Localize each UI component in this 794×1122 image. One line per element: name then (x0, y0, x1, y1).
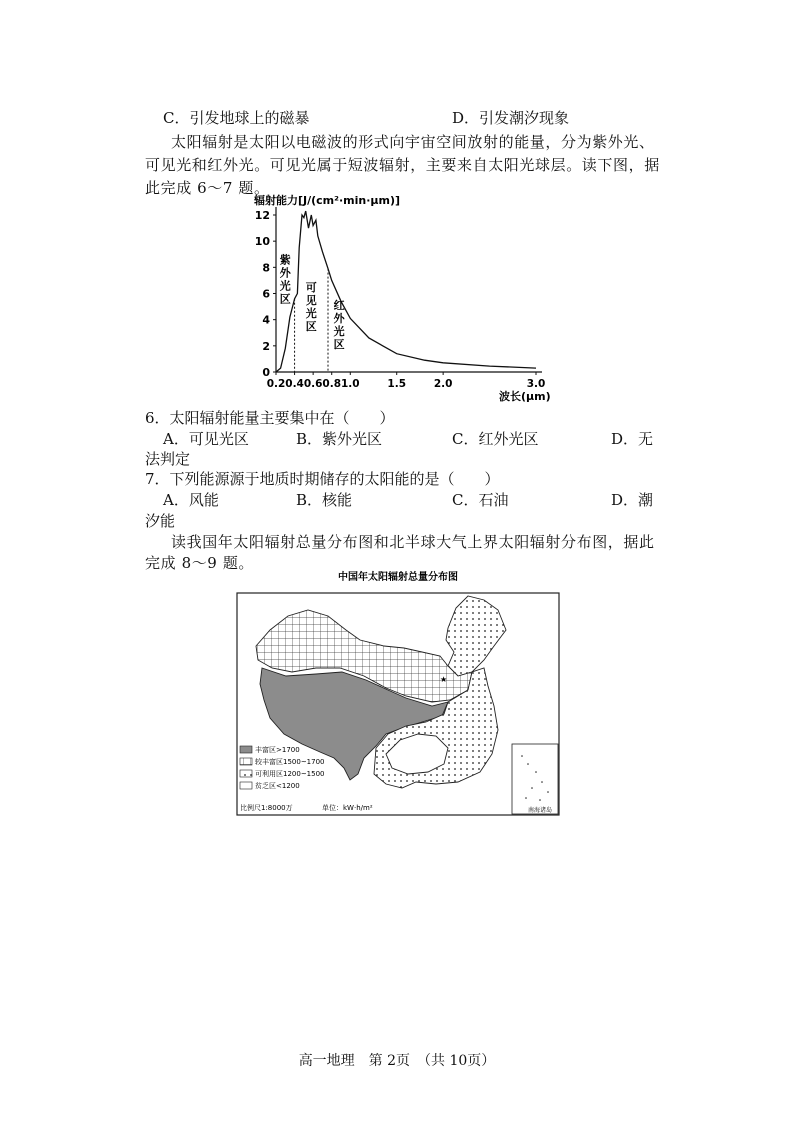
x-tick-label: 2.0 (433, 378, 453, 390)
y-tick-label: 2 (262, 339, 270, 353)
q6-option-d: D．无 (611, 430, 654, 448)
visible-region-label: 可 (305, 280, 317, 294)
uv-region-label: 光 (279, 279, 291, 293)
q6-option-b: B．紫外光区 (296, 430, 383, 448)
legend-swatch-poor (240, 782, 252, 789)
q7-stem: 7．下列能源源于地质时期储存的太阳能的是（ ） (145, 470, 500, 488)
legend-swatch-fairly-rich (240, 758, 252, 765)
legend-label-fairly-rich: 较丰富区1500~1700 (255, 758, 325, 766)
intro-paragraph-line: 此完成 6～7 题。 (145, 179, 270, 197)
x-tick-label: 0.6 (303, 378, 323, 390)
ir-region-label: 红 (333, 299, 345, 313)
q6-option-a: A．可见光区 (163, 430, 249, 448)
legend-label-poor: 贫乏区<1200 (255, 782, 300, 790)
y-axis-label: 辐射能力[J/(cm²·min·μm)] (254, 194, 400, 207)
china-solar-radiation-map (236, 568, 560, 816)
x-tick-label: 1.5 (387, 378, 407, 390)
visible-region-label: 见 (305, 293, 317, 307)
x-tick-label: 0.8 (322, 378, 342, 390)
ir-region-label: 光 (333, 325, 345, 339)
x-tick-label: 0.4 (285, 378, 304, 390)
uv-region-label: 外 (279, 266, 291, 280)
y-tick-label: 0 (262, 366, 270, 379)
visible-region-label: 区 (305, 319, 317, 333)
q5-option-c: C．引发地球上的磁暴 (163, 109, 310, 127)
y-tick-label: 10 (254, 235, 270, 249)
q7-option-b: B．核能 (296, 491, 353, 509)
q6-option-d-cont: 法判定 (145, 450, 191, 468)
visible-region-label: 光 (305, 306, 317, 320)
map-title: 中国年太阳辐射总量分布图 (338, 572, 458, 583)
legend-label-rich: 丰富区>1700 (255, 746, 300, 754)
x-tick-label: 3.0 (526, 378, 546, 390)
intro-paragraph-line: 太阳辐射是太阳以电磁波的形式向宇宙空间放射的能量，分为紫外光、 (171, 133, 655, 151)
uv-region-label: 紫 (279, 253, 291, 267)
inset-label: 南海诸岛 (527, 807, 552, 814)
solar-spectrum-chart (244, 190, 556, 412)
x-axis-label: 波长(μm) (499, 390, 551, 403)
map-scale: 比例尺1:8000万 (240, 804, 293, 812)
q7-option-c: C．石油 (452, 491, 509, 509)
q6-option-c: C．红外光区 (452, 430, 539, 448)
intro-paragraph-line: 可见光和红外光。可见光属于短波辐射，主要来自太阳光球层。读下图，据 (145, 156, 660, 174)
x-tick-label: 0.2 (266, 378, 286, 390)
y-tick-label: 12 (254, 209, 270, 222)
capital-star-icon: ★ (440, 675, 448, 684)
intro-paragraph-line: 完成 8～9 题。 (145, 554, 255, 572)
legend-swatch-usable (240, 770, 252, 777)
legend-swatch-rich (240, 746, 252, 753)
y-tick-label: 6 (262, 287, 270, 301)
legend-label-usable: 可利用区1200~1500 (255, 770, 325, 778)
q6-stem: 6．太阳辐射能量主要集中在（ ） (145, 409, 395, 427)
ir-region-label: 区 (333, 338, 345, 352)
y-tick-label: 8 (262, 261, 270, 275)
q7-option-d: D．潮 (611, 491, 654, 509)
x-tick-label: 1.0 (340, 378, 360, 390)
q7-option-a: A．风能 (163, 491, 219, 509)
y-tick-label: 4 (262, 313, 270, 327)
page-footer: 高一地理 第 2页 （共 10页） (298, 1053, 496, 1069)
q5-option-d: D．引发潮汐现象 (452, 109, 570, 127)
intro-paragraph-line: 读我国年太阳辐射总量分布图和北半球大气上界太阳辐射分布图，据此 (171, 533, 655, 551)
uv-region-label: 区 (279, 292, 291, 306)
map-unit: 单位：kW·h/m² (322, 804, 373, 812)
south-china-sea-inset (512, 744, 558, 814)
ir-region-label: 外 (333, 312, 345, 326)
q7-option-d-cont: 汐能 (145, 512, 176, 530)
